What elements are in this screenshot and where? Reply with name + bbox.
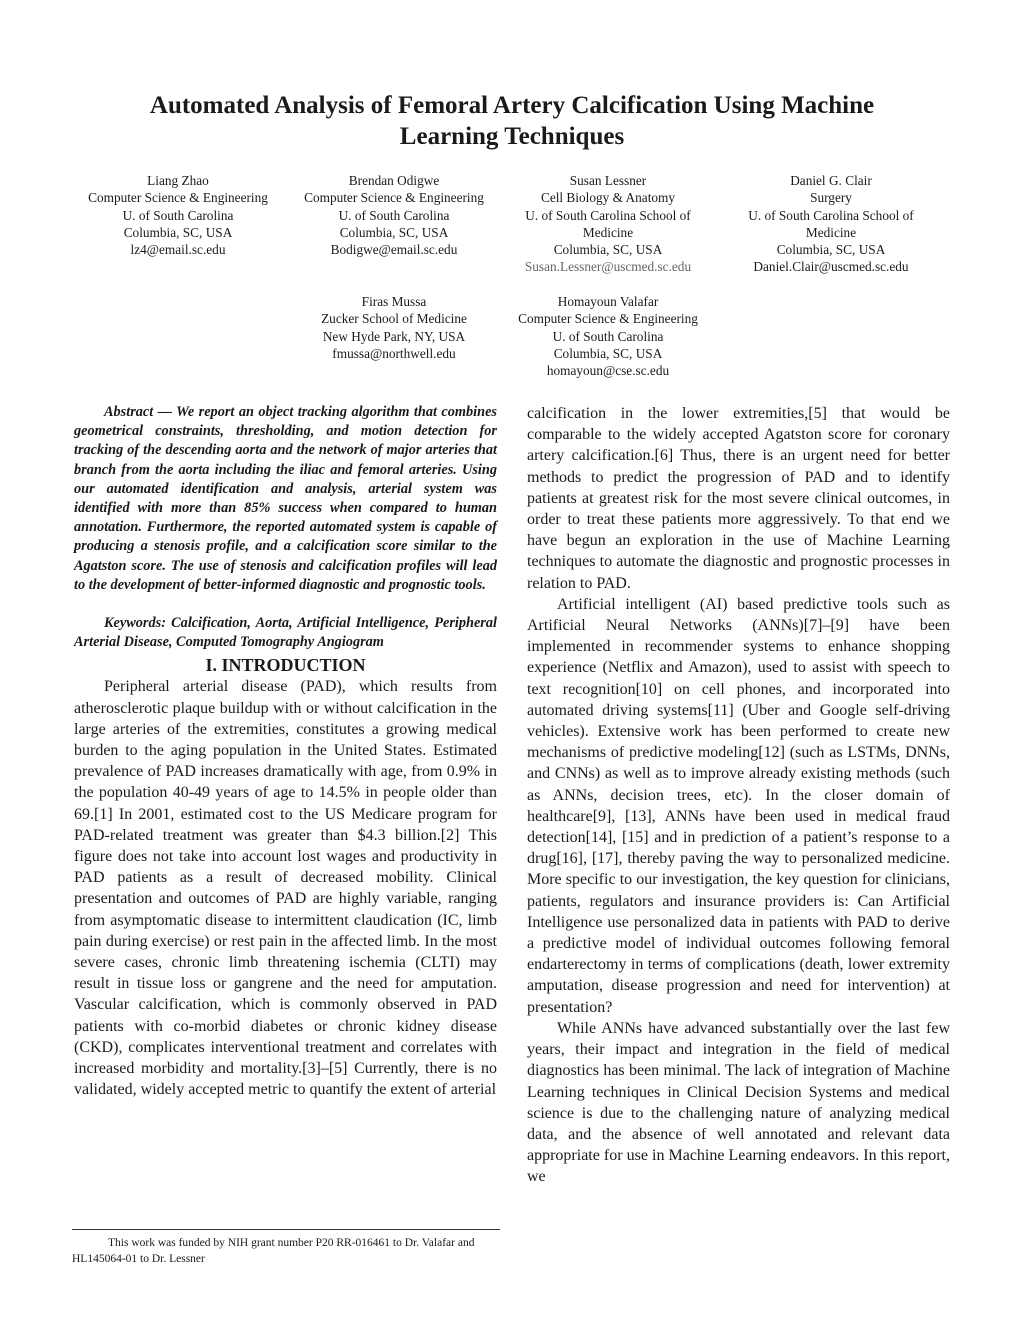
author-name: Brendan Odigwe bbox=[348, 173, 440, 188]
author-email: Susan.Lessner@uscmed.sc.edu bbox=[524, 259, 692, 275]
right-column bbox=[527, 403, 950, 1188]
author-institution: U. of South Carolina School of bbox=[525, 207, 691, 223]
author-email: homayoun@cse.sc.edu bbox=[546, 363, 670, 379]
body-paragraph: calcification in the lower extremities,[5] that would be comparable to the widely accepted Agatston score for coronary artery calcification.[6] Thus, there is an urgent need for better methods to predict the progression of PAD and to identify patients at greatest risk for the most severe clinical outcomes, in order to treat these patients more aggressively. To that end we have begun an exploration in the use of Machine Learning techniques to automate the diagnostic and prognostic processes in relation to PAD. bbox=[527, 405, 950, 592]
section-heading-introduction: I. INTRODUCTION bbox=[205, 655, 366, 676]
body-paragraph: Peripheral arterial disease (PAD), which results from atherosclerotic plaque buildup with or without calcification in the large arteries of the extremities, constitutes a growing medical burden to the aging population in the United States. Estimated prevalence of PAD increases dramatically with age, from 0.9% in the population 40-49 years of age to 14.5% in people older than 69.[1] In 2001, estimated cost to the US Medicare program for PAD-related treatment was greater than $4.3 billion.[2] This figure does not take into account lost wages and productivity in PAD patients as a result of decreased mobility. Clinical presentation and outcomes of PAD are highly variable, ranging from asymptomatic disease to intermittent claudication (IC, limb pain during exercise) or rest pain in the affected limb. In the most severe cases, chronic limb threatening ischemia (CLTI) may result in tissue loss or gangrene and the need for amputation. Vascular calcification, which is commonly observed in PAD patients with co-morbid diabetes or chronic kidney disease (CKD), complicates interventional treatment and correlates with increased morbidity and mortality.[3]–[5] Currently, there is no validated, widely accepted metric to quantify the extent of arterial bbox=[74, 678, 497, 1099]
author-block-6 bbox=[502, 293, 714, 379]
author-institution-cont: Medicine bbox=[582, 224, 634, 240]
author-name: Susan Lessner bbox=[569, 173, 647, 188]
author-institution-cont: Medicine bbox=[805, 224, 857, 240]
author-location: Columbia, SC, USA bbox=[553, 345, 663, 361]
author-dept: Computer Science & Engineering bbox=[88, 190, 268, 206]
author-email: Daniel.Clair@uscmed.sc.edu bbox=[753, 259, 909, 275]
paper-title: Automated Analysis of Femoral Artery Calcification Using Machine Learning Techniques bbox=[149, 92, 875, 150]
footnote-divider bbox=[72, 1229, 500, 1230]
author-institution: U. of South Carolina bbox=[552, 328, 664, 344]
footnote-text: This work was funded by NIH grant number P20 RR-016461 to Dr. Valafar and HL145064-01 to Dr. Lessner bbox=[72, 1237, 475, 1265]
keywords: Keywords: Calcification, Aorta, Artificial Intelligence, Peripheral Arterial Disease, Computed Tomography Angiogram bbox=[74, 615, 497, 651]
author-block-3 bbox=[502, 172, 714, 276]
author-name: Liang Zhao bbox=[147, 173, 209, 188]
body-paragraph: Artificial intelligent (AI) based predictive tools such as Artificial Neural Networks (ANNs)[7]–[9] have been implemented in recommender systems to enhance shopping experience (Netflix and Amazon), used to assist with speech to text recognition[10] on cell phones, and incorporated into automated driving systems[11] (Uber and Google self-driving vehicles). Extensive work has been performed to create new mechanisms of predictive modeling[12] (such as LSTMs, DNNs, and CNNs) as well as to improve already existing methods (such as ANNs, decision trees, etc). In the closer domain of healthcare[9], [13], ANNs have been used in medical fraud detection[14], [15] and in prediction of a patient’s response to a drug[16], [17], thereby paving the way to personalized medicine. More specific to our investigation, the key question for clinicians, patients, regulators and insurance providers is: Can Artificial Intelligence use personalized data in patients with PAD to derive a predictive model of individual outcomes following femoral endarterectomy in terms of complications (death, lower extremity amputation, disease progression and need for intervention) at presentation? bbox=[527, 595, 950, 1016]
author-dept: Zucker School of Medicine bbox=[321, 311, 467, 327]
author-dept: Surgery bbox=[810, 190, 852, 206]
author-name: Firas Mussa bbox=[361, 294, 427, 309]
author-institution: U. of South Carolina School of bbox=[748, 207, 914, 223]
abstract: Abstract — We report an object tracking algorithm that combines geometrical constraints, thresholding, and motion detection for tracking of the descending aorta and the network of major arteries that branch from the aorta including the iliac and femoral arteries. Using our automated identification and analysis, arterial system was identified with more than 85% success when compared to human annotation. Furthermore, the reported automated system is capable of producing a stenosis profile, and a calcification score similar to the Agatston score. The use of stenosis and calcification profiles will lead to the development of better-informed diagnostic and prognostic tools. bbox=[74, 404, 497, 593]
author-dept: Computer Science & Engineering bbox=[304, 190, 484, 206]
footnote bbox=[72, 1236, 500, 1267]
author-location: New Hyde Park, NY, USA bbox=[322, 328, 466, 344]
author-dept: Cell Biology & Anatomy bbox=[540, 190, 676, 206]
author-location: Columbia, SC, USA bbox=[339, 224, 449, 240]
author-email: Bodigwe@email.sc.edu bbox=[330, 242, 458, 258]
author-name: Daniel G. Clair bbox=[790, 173, 872, 188]
author-email: lz4@email.sc.edu bbox=[130, 242, 226, 258]
author-name: Homayoun Valafar bbox=[557, 294, 659, 309]
left-column bbox=[74, 403, 497, 1101]
author-location: Columbia, SC, USA bbox=[123, 224, 233, 240]
author-dept: Computer Science & Engineering bbox=[518, 311, 698, 327]
author-institution: U. of South Carolina bbox=[122, 207, 234, 223]
author-block-4 bbox=[725, 172, 937, 276]
author-block-2 bbox=[288, 172, 500, 258]
author-email: fmussa@northwell.edu bbox=[332, 345, 456, 361]
author-location: Columbia, SC, USA bbox=[553, 242, 663, 258]
body-paragraph: While ANNs have advanced substantially over the last few years, their impact and integration in the field of medical diagnostics has been minimal. The lack of integration of Machine Learning techniques in Clinical Decision Systems and medical science is due to the challenging nature of analyzing medical data, and the absence of well annotated and relevant data appropriate for use in Machine Learning endeavors. In this report, we bbox=[527, 1019, 950, 1186]
author-institution: U. of South Carolina bbox=[338, 207, 450, 223]
author-block-1 bbox=[72, 172, 284, 258]
author-location: Columbia, SC, USA bbox=[776, 242, 886, 258]
author-block-5 bbox=[288, 293, 500, 362]
